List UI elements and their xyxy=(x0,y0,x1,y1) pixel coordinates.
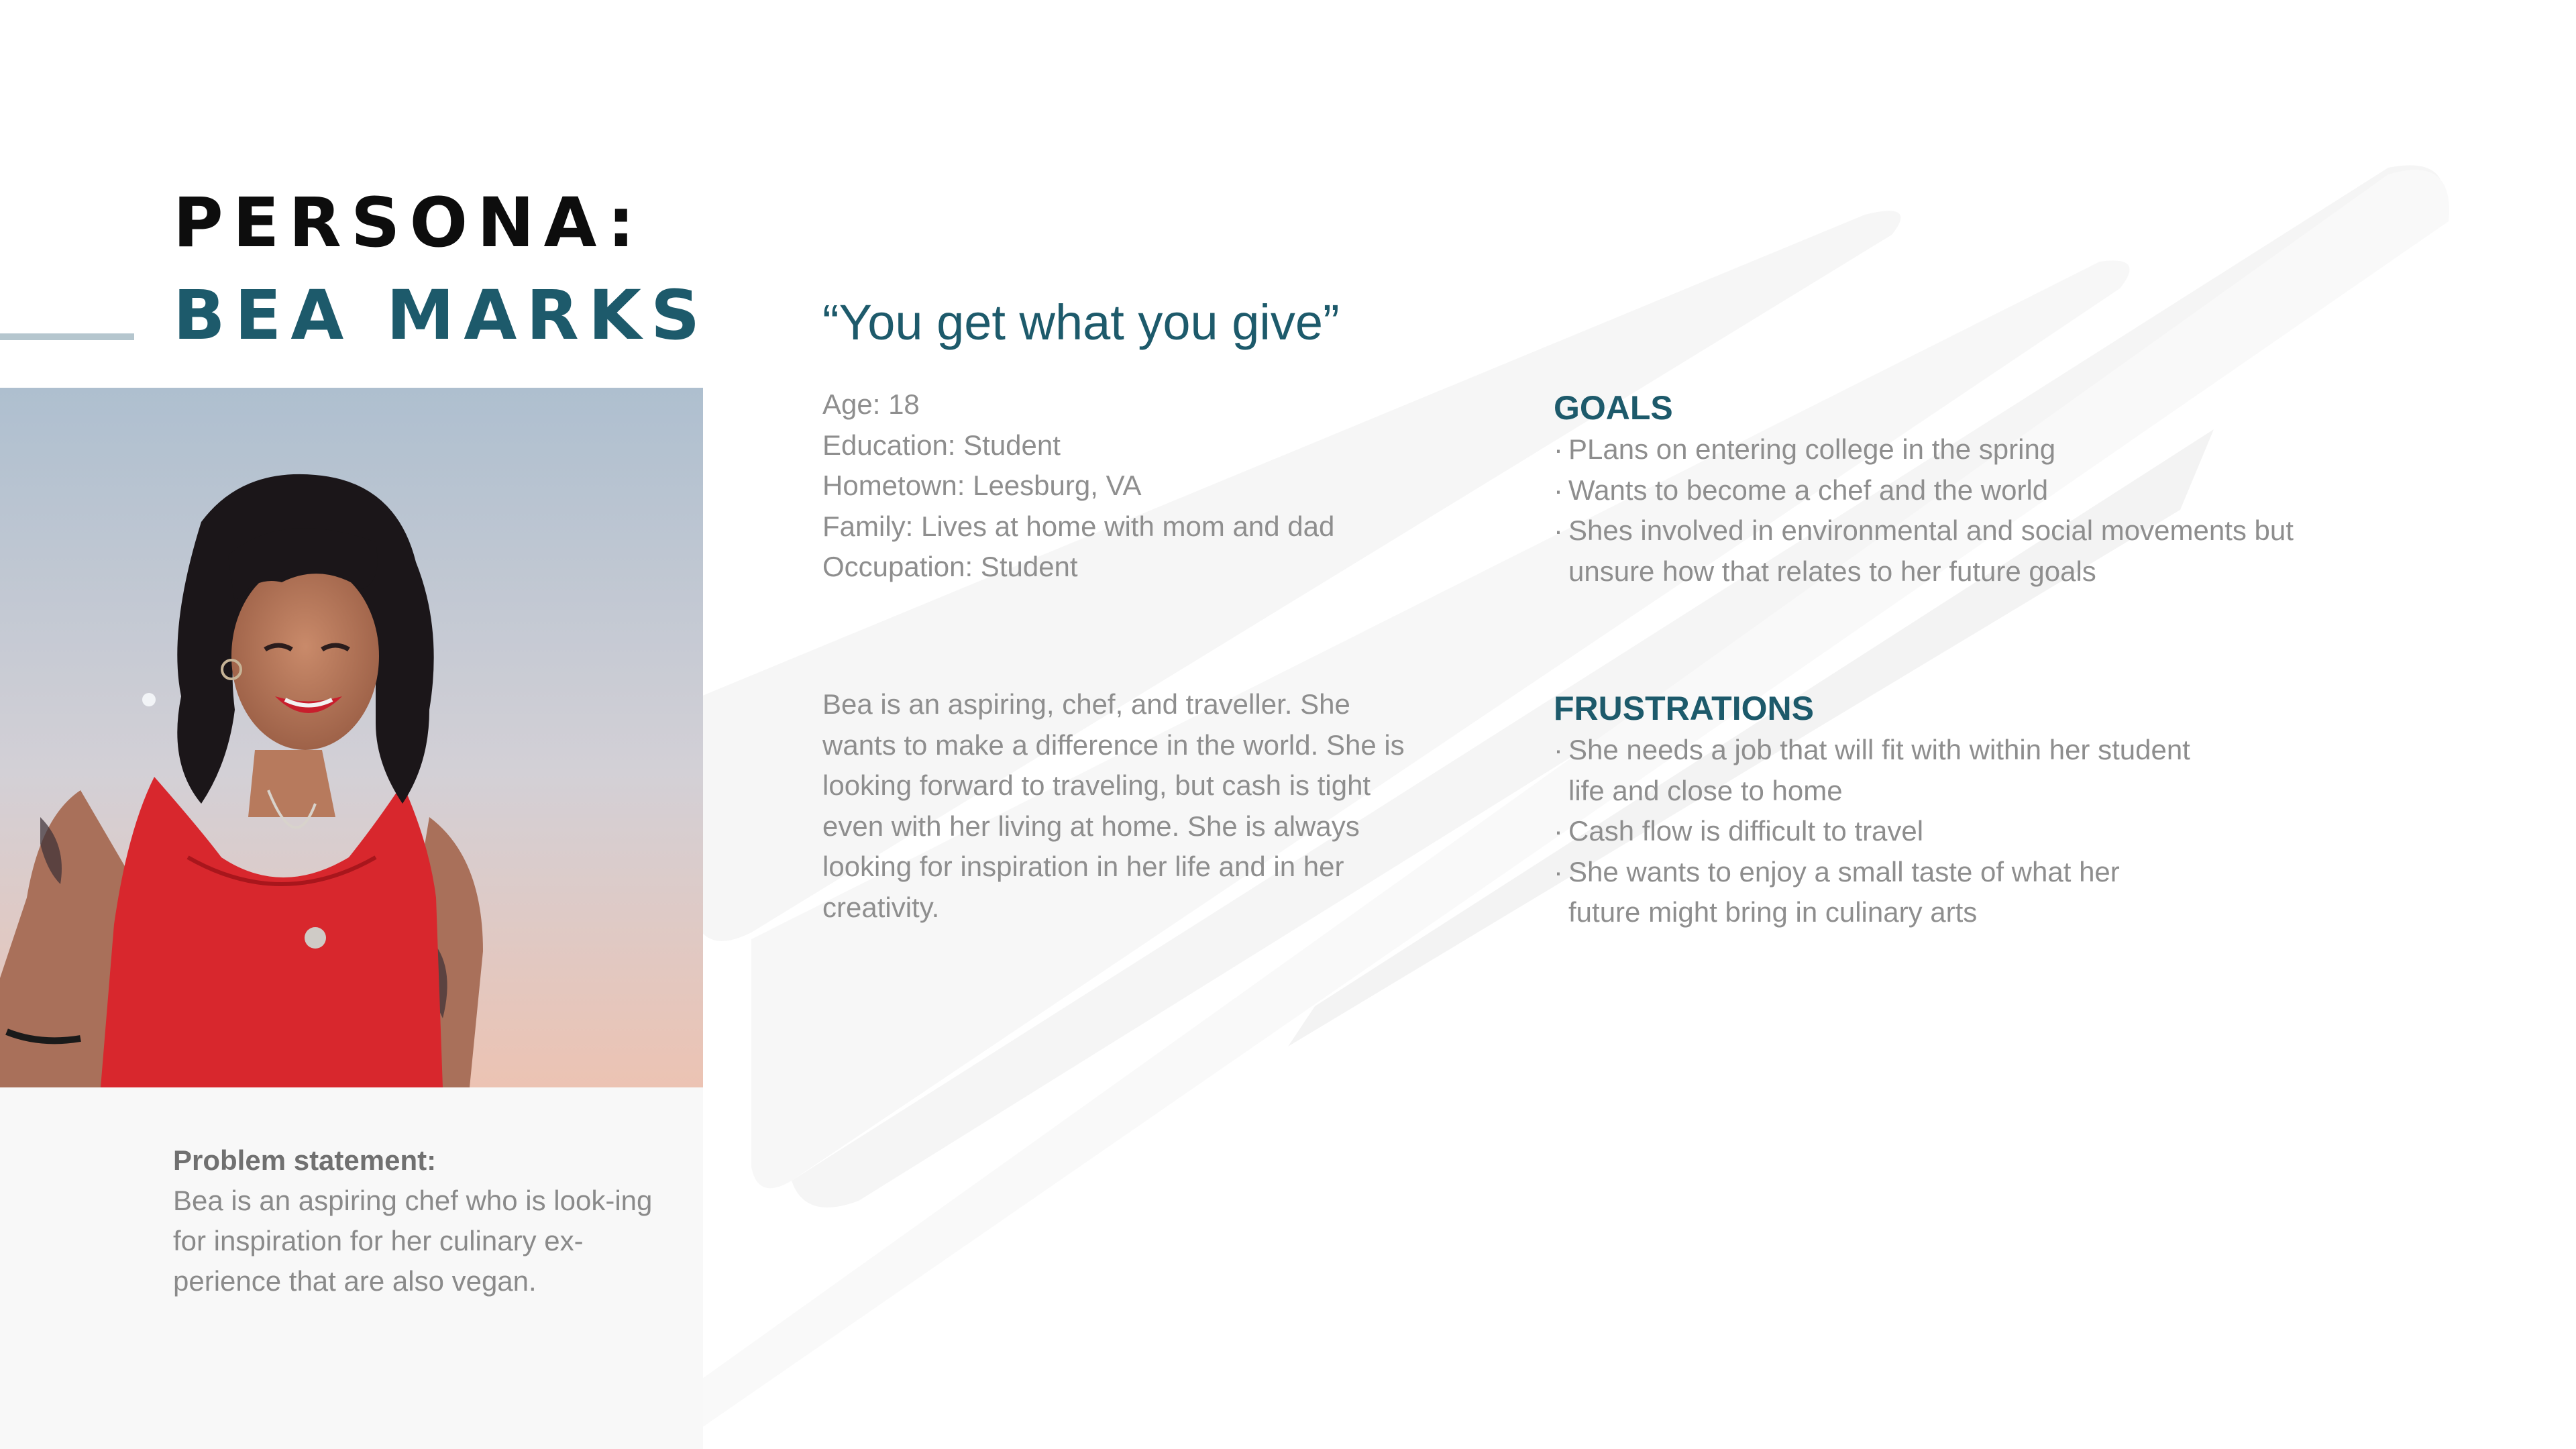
persona-quote: “You get what you give” xyxy=(822,294,1340,350)
frustration-item: · She needs a job that will fit with within her student life and close to home xyxy=(1554,730,2198,811)
goals-heading: GOALS xyxy=(1554,389,1673,427)
goal-item: · PLans on entering college in the spring xyxy=(1554,429,2359,470)
persona-photo xyxy=(0,388,703,1087)
goal-item: · Wants to become a chef and the world xyxy=(1554,470,2359,511)
detail-education: Education: Student xyxy=(822,429,1061,461)
frustrations-heading: FRUSTRATIONS xyxy=(1554,690,1814,727)
detail-hometown: Hometown: Leesburg, VA xyxy=(822,470,1142,501)
problem-statement xyxy=(173,1140,683,1301)
persona-details xyxy=(822,384,1334,588)
detail-family: Family: Lives at home with mom and dad xyxy=(822,510,1335,542)
frustration-item: · She wants to enjoy a small taste of what her future might bring in culinary arts xyxy=(1554,852,2198,933)
title-accent-line xyxy=(0,333,134,340)
detail-occupation: Occupation: Student xyxy=(822,551,1078,582)
detail-age: Age: 18 xyxy=(822,388,920,420)
goals-list xyxy=(1554,429,2359,592)
goal-item: · Shes involved in environmental and social movements but unsure how that relates to her future goals xyxy=(1554,511,2359,592)
page-title: PERSONA: xyxy=(173,183,645,263)
persona-name: BEA MARKS xyxy=(173,276,710,356)
frustration-item: · Cash flow is difficult to travel xyxy=(1554,811,2198,852)
problem-statement-text: Bea is an aspiring chef who is look-ing for inspiration for her culinary ex-perience that are also vegan. xyxy=(173,1185,653,1297)
problem-statement-label: Problem statement: xyxy=(173,1144,437,1176)
persona-bio: Bea is an aspiring, chef, and traveller. She wants to make a difference in the world. She is looking forward to traveling, but cash is tight even with her living at home. She is always looking for inspiration in her life and in her creativity. xyxy=(822,688,1405,923)
frustrations-list xyxy=(1554,730,2198,933)
